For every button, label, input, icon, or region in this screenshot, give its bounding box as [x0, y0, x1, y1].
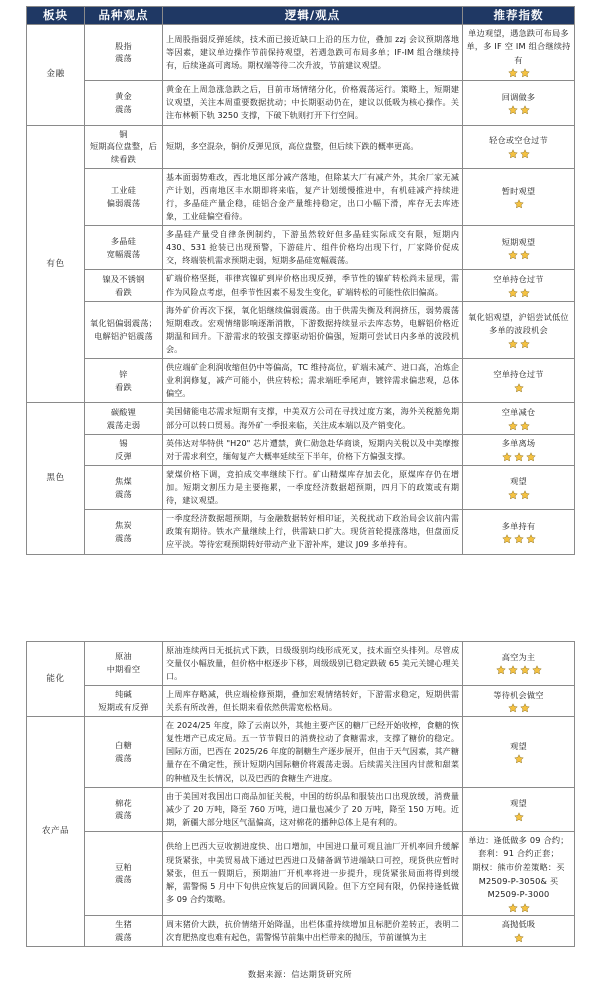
recommendation-text: 观望 — [510, 476, 527, 487]
star-icon — [502, 452, 512, 462]
star-icon — [532, 665, 542, 675]
logic-view-cell: 由于美国对我国出口商品加征关税，中国的纺织品和服装出口出现放缓，消费量减少了 20 万吨，降至 760 万吨，进口量也减少了 20 万吨，降至 150 万吨。近期，新疆大部分地区气温偏高，这对棉花的播种总体上是有利的。 — [163, 787, 463, 831]
variety-view-cell: 生猪 震荡 — [85, 915, 163, 946]
star-icon — [520, 149, 530, 159]
col-header-sector: 板块 — [27, 7, 85, 25]
logic-view-cell: 海外矿价再次下探，氧化铝继续偏弱震荡。由于供需失衡及利润挤压，弱势震荡短期难改。宏观情绪影响逐渐消散，下游数据持续显示去库态势，电解铝价格近期温和回升。下游需求的较强支撑驱动铝价偏强，短期可尝试日内多单的波段机会。 — [163, 301, 463, 358]
logic-view-cell: 一季度经济数据超预期，与金融数据转好相印证，关税扰动下政治局会议前内需政策有期待。铁水产量继续上行，供需缺口扩大。现货首轮提涨落地，但盘面反应平淡。等待宏观预期转好带动产业下游补库，建议 J09 多单持有。 — [163, 510, 463, 554]
star-icon — [520, 339, 530, 349]
star-icon — [514, 933, 524, 943]
recommendation-text: 空单持仓过节 — [493, 274, 544, 285]
star-icon — [520, 105, 530, 115]
recommendation-cell — [463, 434, 575, 465]
logic-view-cell: 供给上巴西大豆收割进度快、出口增加，中国进口量可观且油厂开机率回升缓解现货紧张，中美贸易战下通过巴西进口及储备调节进端缺口可控，现货供应暂时紧张，但五一假期后，预期油厂开机率将进一步提升，现货紧张局面将得到缓解，需警惕 5 月中下旬供应恢复后的回调风险。但下方空间有限，仍保持逢低做多 09 合约策略。 — [163, 831, 463, 915]
table-row — [27, 641, 575, 685]
recommendation-text: 回调做多 — [501, 91, 536, 102]
star-icon — [496, 665, 506, 675]
table-row — [27, 226, 575, 270]
sector-cell: 金融 — [27, 24, 85, 125]
rating-stars — [466, 421, 571, 431]
recommendation-cell — [463, 359, 575, 403]
star-icon — [520, 288, 530, 298]
star-icon — [514, 383, 524, 393]
star-icon — [526, 534, 536, 544]
variety-view-cell: 碳酸锂 震荡走弱 — [85, 403, 163, 434]
recommendation-cell — [463, 168, 575, 225]
col-header-logic: 逻辑/观点 — [163, 7, 463, 25]
recommendation-cell — [463, 831, 575, 915]
table-row — [27, 270, 575, 301]
variety-view-cell: 工业硅 偏弱震荡 — [85, 168, 163, 225]
variety-view-cell: 锌 看跌 — [85, 359, 163, 403]
table-row — [27, 125, 575, 168]
recommendation-cell — [463, 717, 575, 788]
source-note: 数据来源：信达期货研究所 — [247, 968, 353, 979]
logic-view-cell: 矿端价格坚挺，菲律宾镍矿到岸价格出现反弹，季节性的镍矿转松尚未显现，需作为风险点考虑，但季节性因素不易发生变化，矿端转松的可能性依旧偏高。 — [163, 270, 463, 301]
rating-stars — [466, 452, 571, 462]
star-icon — [520, 421, 530, 431]
logic-view-cell: 短期，多空混杂，铜价反弹见顶，高位盘整，但后续下跌的概率更高。 — [163, 125, 463, 168]
star-icon — [508, 903, 518, 913]
table-row — [27, 359, 575, 403]
recommendation-text: 短期观望 — [501, 236, 536, 247]
table-row — [27, 787, 575, 831]
table-2-body — [27, 641, 575, 946]
table-row — [27, 717, 575, 788]
rating-stars — [466, 199, 571, 209]
table-row — [27, 510, 575, 554]
star-icon — [520, 250, 530, 260]
variety-view-cell: 焦炭 震荡 — [85, 510, 163, 554]
logic-view-cell: 蒙煤价格下调，竞拍成交率继续下行。矿山精煤库存加去化，原煤库存仍在增加。短期文割压力是主要拖累，一季度经济数据超预期，四月下的政策或有期待，建议观望。 — [163, 465, 463, 509]
rating-stars — [466, 68, 571, 78]
rating-stars — [466, 812, 571, 822]
col-header-rating: 推荐指数 — [463, 7, 575, 25]
recommendation-cell — [463, 641, 575, 685]
table-header-row — [27, 7, 575, 25]
star-icon — [520, 703, 530, 713]
star-icon — [520, 490, 530, 500]
logic-view-cell: 多晶硅产量受自律条例制约，下游虽然较好但多晶硅实际成交有限，短期内 430、531 抢装已出现预警，下游硅片、组件价格均出现下行，厂家降价促成交，终端装机需求预期走弱，短期多晶硅宽幅震荡。 — [163, 226, 463, 270]
star-icon — [514, 812, 524, 822]
recommendation-text: 多单离场 — [501, 438, 536, 449]
logic-view-cell: 周末猪价大跌，抗价情绪开始降温，出栏体重持续增加且标肥价差转正，表明二次育肥热度也难有起色，需警惕节前集中出栏带来的抛压，节前谨慎为主 — [163, 915, 463, 946]
variety-view-cell: 豆粕 震荡 — [85, 831, 163, 915]
table-row — [27, 24, 575, 81]
recommendation-text: 单边：逢低做多 09 合约； 套利：91 合约正套； 期权：熊市价差策略：买 M2509-P-3050& 买 M2509-P-3000 — [468, 834, 569, 900]
futures-view-table-2 — [26, 641, 575, 947]
recommendation-cell — [463, 81, 575, 125]
table-row — [27, 831, 575, 915]
table-row — [27, 81, 575, 125]
logic-view-cell: 上周库存略减，供应端检修预期，叠加宏观情绪转好，下游需求稳定，短期供需关系有所改善，但长期来看依然供需宽松格局。 — [163, 685, 463, 716]
star-icon — [508, 105, 518, 115]
recommendation-text: 氧化铝观望，沪铝尝试低位多单的波段机会 — [468, 311, 569, 336]
rating-stars — [466, 754, 571, 764]
table-1-body — [27, 24, 575, 554]
star-icon — [508, 149, 518, 159]
star-icon — [520, 68, 530, 78]
rating-stars — [466, 665, 571, 675]
variety-view-cell: 氧化铝偏弱震荡； 电解铝沪铝震荡 — [85, 301, 163, 358]
rating-stars — [466, 383, 571, 393]
sector-cell: 能化 — [27, 641, 85, 717]
variety-view-cell: 多晶硅 宽幅震荡 — [85, 226, 163, 270]
rating-stars — [466, 534, 571, 544]
table-row — [27, 465, 575, 509]
recommendation-text: 等待机会做空 — [493, 689, 544, 700]
table-row — [27, 301, 575, 358]
recommendation-cell — [463, 510, 575, 554]
star-icon — [508, 339, 518, 349]
variety-view-cell: 铜 短期高位盘整，后续看跌 — [85, 125, 163, 168]
sector-cell: 黑色 — [27, 403, 85, 554]
rating-stars — [466, 903, 571, 913]
star-icon — [508, 665, 518, 675]
table-row — [27, 168, 575, 225]
variety-view-cell: 镍及不锈钢 看跌 — [85, 270, 163, 301]
sector-cell: 有色 — [27, 125, 85, 403]
recommendation-text: 观望 — [510, 740, 527, 751]
recommendation-text: 单边观望，遇急跌可布局多单，多 IF 空 IM 组合继续持有 — [466, 27, 571, 65]
rating-stars — [466, 149, 571, 159]
star-icon — [508, 421, 518, 431]
logic-view-cell: 美国储能电芯需求短期有支撑，中美双方公司在寻找过度方案，海外关税豁免期部分可以转口贸易。海外矿一季报来临，关注成本端以及产销变化。 — [163, 403, 463, 434]
rating-stars — [466, 339, 571, 349]
table-row — [27, 685, 575, 716]
rating-stars — [466, 703, 571, 713]
recommendation-cell — [463, 915, 575, 946]
variety-view-cell: 纯碱 短期或有反弹 — [85, 685, 163, 716]
futures-view-table-1 — [26, 6, 575, 555]
star-icon — [514, 754, 524, 764]
recommendation-cell — [463, 403, 575, 434]
star-icon — [508, 250, 518, 260]
recommendation-cell — [463, 270, 575, 301]
rating-stars — [466, 250, 571, 260]
rating-stars — [466, 490, 571, 500]
star-icon — [508, 703, 518, 713]
star-icon — [514, 534, 524, 544]
variety-view-cell: 焦煤 震荡 — [85, 465, 163, 509]
logic-view-cell: 基本面弱势难改，西北地区部分减产落地，但除某大厂有减产外，其余厂家无减产计划，西南地区丰水期即将来临，复产计划缓慢推进中，有机硅减产持续进行，多晶硅产量企稳，硅铝合金产量维持稳定，出口小幅下滑，库存无去库迹象，工业硅偏空看待。 — [163, 168, 463, 225]
star-icon — [508, 490, 518, 500]
star-icon — [514, 199, 524, 209]
star-icon — [508, 68, 518, 78]
recommendation-cell — [463, 24, 575, 81]
variety-view-cell: 锡 反弹 — [85, 434, 163, 465]
logic-view-cell: 黄金在上周急涨急跌之后，目前市场情绪分化，价格震荡运行。策略上，短期建议观望，关注本周重要数据扰动；中长期驱动仍在，建议以低吸为核心操作。关注布林顿下轨 3250 支撑，下破下轨则打开下行空间。 — [163, 81, 463, 125]
star-icon — [520, 665, 530, 675]
table-gap — [26, 555, 574, 641]
col-header-variety: 品种观点 — [85, 7, 163, 25]
variety-view-cell: 棉花 震荡 — [85, 787, 163, 831]
logic-view-cell: 英伟达对华特供 "H20" 芯片遭禁，黄仁勋急赴华商谈，短期内关税以及中美摩擦对于需求利空，缅甸复产大概率延续至下半年，价格下方偏强支撑。 — [163, 434, 463, 465]
table-row — [27, 434, 575, 465]
logic-view-cell: 上周股指弱反弹延续，技术面已接近缺口上沿的压力位，叠加 zzj 会议预期落地等因素，建议单边操作节前保持观望，若遇急跌可布局多单；IF-IM 组合继续持有，后续逢高可离场。期权端等待二次升波，节前建议观望。 — [163, 24, 463, 81]
recommendation-cell — [463, 125, 575, 168]
variety-view-cell: 黄金 震荡 — [85, 81, 163, 125]
recommendation-text: 高抛低吸 — [501, 919, 536, 930]
star-icon — [526, 452, 536, 462]
recommendation-text: 多单持有 — [501, 520, 536, 531]
recommendation-text: 观望 — [510, 798, 527, 808]
table-row — [27, 915, 575, 946]
variety-view-cell: 股指 震荡 — [85, 24, 163, 81]
recommendation-text: 暂时观望 — [501, 185, 536, 196]
star-icon — [520, 903, 530, 913]
variety-view-cell: 白糖 震荡 — [85, 717, 163, 788]
recommendation-cell — [463, 685, 575, 716]
variety-view-cell: 原油 中期看空 — [85, 641, 163, 685]
logic-view-cell: 供应端矿企利润收缩但仍中等偏高，TC 维持高位，矿端未减产、进口高，冶炼企业利润修复，减产可能小，供应转松；需求端旺季尾声，镀锌需求偏悲观，总体偏空。 — [163, 359, 463, 403]
recommendation-text: 空单持仓过节 — [493, 369, 544, 380]
recommendation-text: 轻仓或空仓过节 — [489, 135, 548, 146]
star-icon — [502, 534, 512, 544]
rating-stars — [466, 288, 571, 298]
recommendation-cell — [463, 787, 575, 831]
logic-view-cell: 原油连续两日无抵抗式下跌，日级级别均线形成死叉，技术面空头排列。尽管成交量仅小幅放量，但价格中枢逐步下移，周级级别已稳定跌破 65 美元关键心理关口。 — [163, 641, 463, 685]
recommendation-text: 空单减仓 — [501, 407, 536, 418]
star-icon — [514, 452, 524, 462]
recommendation-text: 高空为主 — [501, 651, 536, 662]
recommendation-cell — [463, 301, 575, 358]
star-icon — [508, 288, 518, 298]
rating-stars — [466, 933, 571, 943]
logic-view-cell: 在 2024/25 年度，除了云南以外，其他主要产区的糖厂已经开始收榨，食糖的恢复性增产已成定局。五一节节假日的消费拉动了食糖需求，支撑了糖价的稳定。国际方面，巴西在 2025/26 年度的制糖生产逐步展开，但由于天气因素，其产糖量存在不确定性，预计短期内国际糖价将震荡走弱。后续需关注国内甘蔗和甜菜的种植及生长情况，以及巴西的食糖生产进度。 — [163, 717, 463, 788]
sector-cell: 农产品 — [27, 717, 85, 947]
rating-stars — [466, 105, 571, 115]
recommendation-cell — [463, 465, 575, 509]
table-row — [27, 403, 575, 434]
recommendation-cell — [463, 226, 575, 270]
